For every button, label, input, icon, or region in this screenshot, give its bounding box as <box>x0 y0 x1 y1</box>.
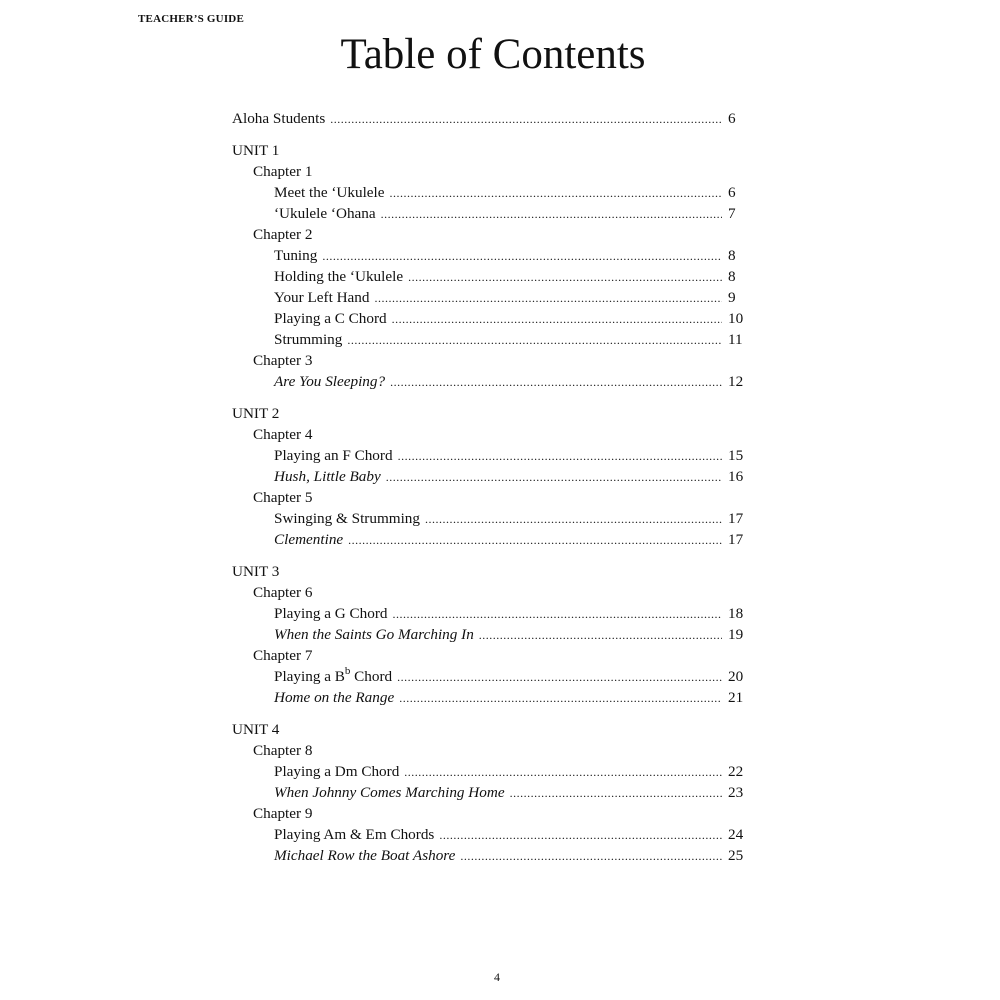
page-title: Table of Contents <box>340 31 646 78</box>
entry-page: 12 <box>728 373 744 390</box>
dot-leader <box>322 246 722 267</box>
dot-leader <box>374 288 722 309</box>
entry-label: Michael Row the Boat Ashore <box>274 847 456 864</box>
unit-label: UNIT 2 <box>232 405 280 422</box>
unit-heading <box>232 140 752 161</box>
entry-label: Meet the ‘Ukulele <box>274 184 385 201</box>
entry-label: Swinging & Strumming <box>274 510 420 527</box>
chapter-heading <box>232 487 752 508</box>
entry-page: 24 <box>728 826 744 843</box>
dot-leader <box>392 604 722 625</box>
unit-label: UNIT 4 <box>232 721 280 738</box>
dot-leader <box>390 183 723 204</box>
chapter-label: Chapter 4 <box>253 426 313 443</box>
toc-entry[interactable] <box>232 287 752 308</box>
toc-entry[interactable] <box>232 782 752 803</box>
unit-label: UNIT 1 <box>232 142 280 159</box>
entry-label: When the Saints Go Marching In <box>274 626 474 643</box>
dot-leader <box>348 530 722 551</box>
toc-entry[interactable] <box>232 824 752 845</box>
entry-page: 8 <box>728 247 736 264</box>
toc-entry[interactable] <box>232 445 752 466</box>
entry-label: Are You Sleeping? <box>274 373 386 390</box>
dot-leader <box>397 667 722 688</box>
toc-entry[interactable] <box>232 266 752 287</box>
entry-page: 6 <box>728 184 736 201</box>
toc-entry[interactable] <box>232 182 752 203</box>
entry-page: 19 <box>728 626 744 643</box>
toc-entry[interactable] <box>232 761 752 782</box>
dot-leader <box>390 372 722 393</box>
table-of-contents <box>232 108 752 866</box>
dot-leader <box>347 330 722 351</box>
entry-label: Playing Am & Em Chords <box>274 826 435 843</box>
chapter-label: Chapter 3 <box>253 352 313 369</box>
chapter-heading <box>232 161 752 182</box>
entry-page: 15 <box>728 447 744 464</box>
toc-entry-aloha[interactable] <box>232 108 752 129</box>
unit-label: UNIT 3 <box>232 563 280 580</box>
entry-page: 23 <box>728 784 744 801</box>
toc-entry[interactable] <box>232 466 752 487</box>
entry-page: 20 <box>728 668 744 685</box>
unit-heading <box>232 403 752 424</box>
unit-heading <box>232 561 752 582</box>
unit-heading <box>232 719 752 740</box>
toc-entry[interactable] <box>232 329 752 350</box>
chapter-label: Chapter 7 <box>253 647 313 664</box>
dot-leader <box>392 309 722 330</box>
toc-entry[interactable] <box>232 245 752 266</box>
chapter-heading <box>232 803 752 824</box>
entry-page: 25 <box>728 847 744 864</box>
entry-label <box>274 666 392 687</box>
entry-label: ‘Ukulele ‘Ohana <box>274 205 376 222</box>
chapter-label: Chapter 6 <box>253 584 313 601</box>
toc-entry[interactable] <box>232 508 752 529</box>
entry-label-suffix: Chord <box>350 668 393 685</box>
entry-label: Aloha Students <box>232 110 326 127</box>
entry-label: Playing a G Chord <box>274 605 388 622</box>
entry-label: Hush, Little Baby <box>274 468 381 485</box>
toc-entry[interactable] <box>232 529 752 550</box>
toc-entry[interactable] <box>232 845 752 866</box>
chapter-heading <box>232 645 752 666</box>
dot-leader <box>460 846 722 867</box>
entry-label: Clementine <box>274 531 344 548</box>
entry-label-text: Playing a B <box>274 668 345 685</box>
dot-leader <box>386 467 722 488</box>
chapter-label: Chapter 5 <box>253 489 313 506</box>
entry-page: 17 <box>728 510 744 527</box>
chapter-heading <box>232 224 752 245</box>
entry-label: Playing a Dm Chord <box>274 763 400 780</box>
entry-page: 22 <box>728 763 744 780</box>
chapter-label: Chapter 2 <box>253 226 313 243</box>
toc-entry[interactable] <box>232 624 752 645</box>
entry-page: 17 <box>728 531 744 548</box>
chapter-label: Chapter 8 <box>253 742 313 759</box>
dot-leader <box>404 762 722 783</box>
flat-symbol: b <box>344 664 351 677</box>
dot-leader <box>381 204 722 225</box>
toc-entry[interactable] <box>232 666 752 687</box>
chapter-heading <box>232 350 752 371</box>
toc-entry[interactable] <box>232 687 752 708</box>
chapter-label: Chapter 1 <box>253 163 313 180</box>
entry-label: Your Left Hand <box>274 289 370 306</box>
running-header: TEACHER’S GUIDE <box>138 13 244 25</box>
entry-page: 18 <box>728 605 744 622</box>
entry-label: Strumming <box>274 331 343 348</box>
entry-label: When Johnny Comes Marching Home <box>274 784 505 801</box>
page-number: 4 <box>494 970 500 984</box>
entry-page: 9 <box>728 289 736 306</box>
toc-entry[interactable] <box>232 308 752 329</box>
entry-page: 8 <box>728 268 736 285</box>
toc-entry[interactable] <box>232 371 752 392</box>
chapter-heading <box>232 740 752 761</box>
entry-page: 11 <box>728 331 743 348</box>
dot-leader <box>510 783 722 804</box>
entry-page: 21 <box>728 689 744 706</box>
dot-leader <box>425 509 722 530</box>
entry-label: Holding the ‘Ukulele <box>274 268 404 285</box>
chapter-heading <box>232 582 752 603</box>
entry-page: 7 <box>728 205 736 222</box>
entry-label: Tuning <box>274 247 318 264</box>
dot-leader <box>330 109 722 130</box>
dot-leader <box>399 688 722 709</box>
dot-leader <box>439 825 722 846</box>
entry-label: Playing a C Chord <box>274 310 387 327</box>
toc-entry[interactable] <box>232 203 752 224</box>
entry-label: Playing an F Chord <box>274 447 393 464</box>
dot-leader <box>408 267 722 288</box>
entry-page: 6 <box>728 110 736 127</box>
dot-leader <box>398 446 722 467</box>
dot-leader <box>479 625 722 646</box>
entry-page: 16 <box>728 468 744 485</box>
entry-label: Home on the Range <box>274 689 395 706</box>
chapter-label: Chapter 9 <box>253 805 313 822</box>
toc-entry[interactable] <box>232 603 752 624</box>
chapter-heading <box>232 424 752 445</box>
entry-page: 10 <box>728 310 744 327</box>
